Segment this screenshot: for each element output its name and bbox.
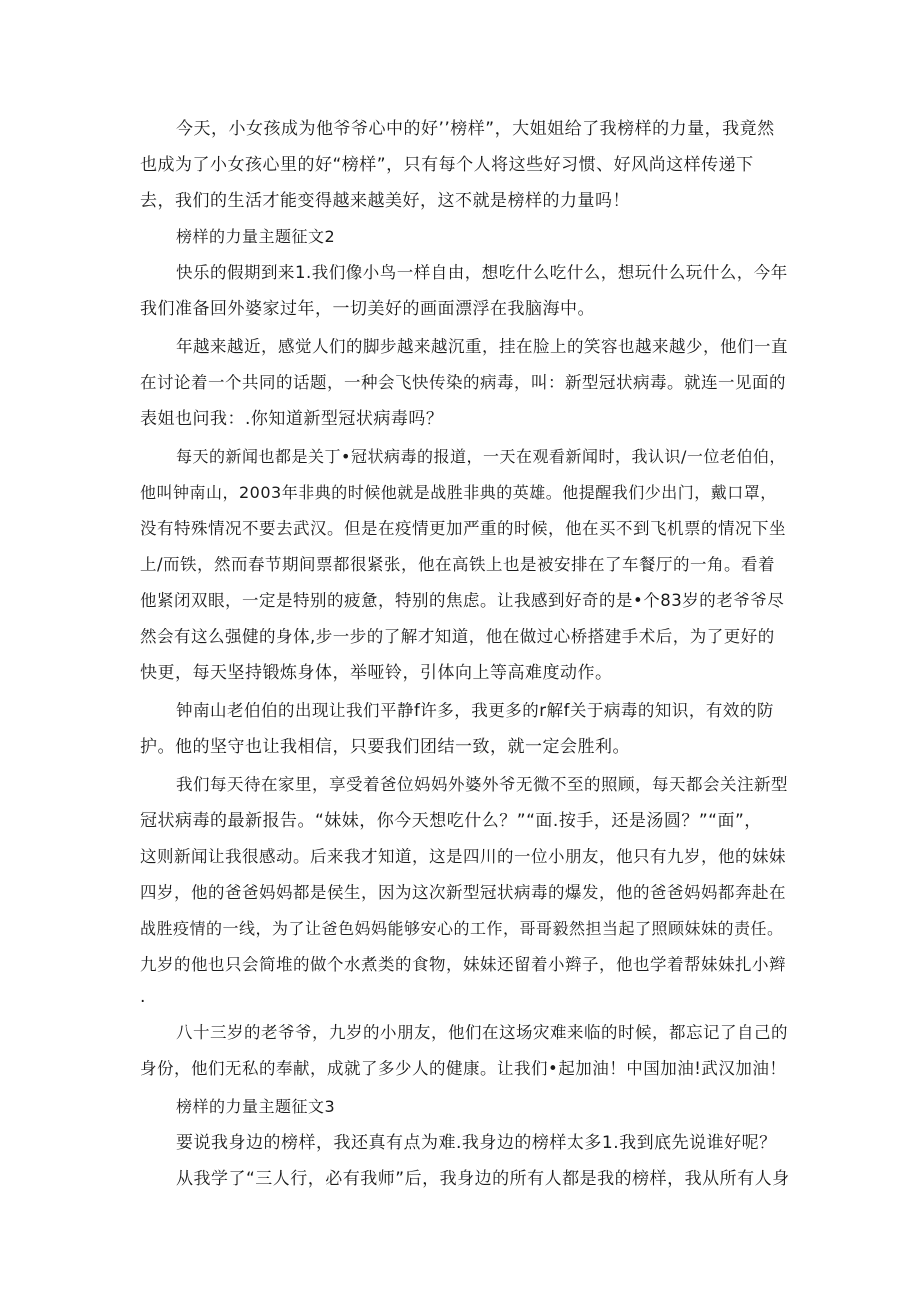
text-line: 四岁，他的爸爸妈妈都是侯生，因为这次新型冠状病毒的爆发，他的爸爸妈妈都奔赴在	[140, 883, 786, 902]
text-line: 要说我身边的榜样，我还真有点为难.我身边的榜样太多1.我到底先说谁好呢？	[176, 1133, 777, 1153]
text-line: 也成为了小女孩心里的好“榜样”，只有每个人将这些好习惯、好风尚这样传递下	[140, 155, 754, 175]
text-line: 去，我们的生活才能变得越来越美好，这不就是榜样的力量吗！	[140, 191, 630, 211]
text-line: 快乐的假期到来1.我们像小鸟一样自由，想吃什么吃什么，想玩什么玩什么，今年	[176, 263, 788, 282]
text-line: 护。他的坚守也让我相信，只要我们团结一致，就一定会胜利。	[140, 737, 630, 757]
text-line: 在讨论着一个共同的话题，一种会飞快传染的病毒，叫：新型冠状病毒。就连一见面的	[140, 373, 786, 392]
text-line: 身份，他们无私的奉献，成就了多少人的健康。让我们•起加油！中国加油!武汉加油！	[140, 1059, 787, 1078]
text-line: 表姐也问我：.你知道新型冠状病毒吗？	[140, 409, 444, 429]
text-line: 今天，小女孩成为他爷爷心中的好’’榜样”，大姐姐给了我榜样的力量，我竟然	[176, 119, 775, 139]
text-line: 上/而铁，然而春节期间票都很紧张，他在高铁上也是被安排在了车餐厅的一角。看着	[140, 555, 776, 574]
text-line: 他叫钟南山，2003年非典的时候他就是战胜非典的英雄。他提醒我们少出门，戴口罩，	[140, 483, 777, 502]
text-line: 战胜疫情的一线，为了让爸色妈妈能够安心的工作，哥哥毅然担当起了照顾妹妹的责任。	[140, 919, 784, 938]
text-line: 我们每天待在家里，享受着爸位妈妈外婆外爷无微不至的照顾，每天都会关注新型	[176, 775, 788, 794]
text-line: .	[140, 987, 146, 1007]
text-line: 九岁的他也只会简堆的做个水煮类的食物，妹妹还留着小辫子，他也学着帮妹妹扎小辫	[140, 955, 786, 974]
text-line: 然会有这么强健的身体,步一步的了解才知道，他在做过心桥搭建手术后，为了更好的	[140, 627, 775, 646]
text-line: 冠状病毒的最新报告。“妹妹，你今天想吃什么？”“面.按手，还是汤圆？”“面”，	[140, 811, 762, 831]
heading-text: 榜样的力量主题征文2	[176, 227, 336, 246]
text-line: 钟南山老伯伯的出现让我们平静f许多，我更多的r解f关于病毒的知识，有效的防	[176, 701, 774, 720]
text-line: 年越来越近，感觉人们的脚步越来越沉重，挂在脸上的笑容也越来越少，他们一直	[176, 337, 788, 356]
text-line: 他紧闭双眼，一定是特别的疲惫，特别的焦虑。让我感到好奇的是•个83岁的老爷爷尽	[140, 591, 785, 610]
text-line: 没有特殊情况不要去武汉。但是在疫情更加严重的时候，他在买不到飞机票的情况下坐	[140, 519, 786, 538]
text-line: 每天的新闻也都是关丁•冠状病毒的报道，一天在观看新闻时，我认识/一位老伯伯，	[176, 447, 786, 466]
heading-text: 榜样的力量主题征文3	[176, 1097, 336, 1116]
text-line: 从我学了“三人行，必有我师”后，我身边的所有人都是我的榜样，我从所有人身	[176, 1169, 790, 1189]
text-line: 这则新闻让我很感动。后来我才知道，这是四川的一位小朋友，他只有九岁，他的妹妹	[140, 847, 786, 866]
text-line: 八十三岁的老爷爷，九岁的小朋友，他们在这场灾难来临的时候，都忘记了自己的	[176, 1023, 788, 1042]
text-line: 快更，每天坚持锻炼身体，举哑铃，引体向上等高难度动作。	[140, 663, 613, 683]
text-line: 我们准备回外婆家过年，一切美好的画面漂浮在我脑海中。	[140, 299, 595, 319]
